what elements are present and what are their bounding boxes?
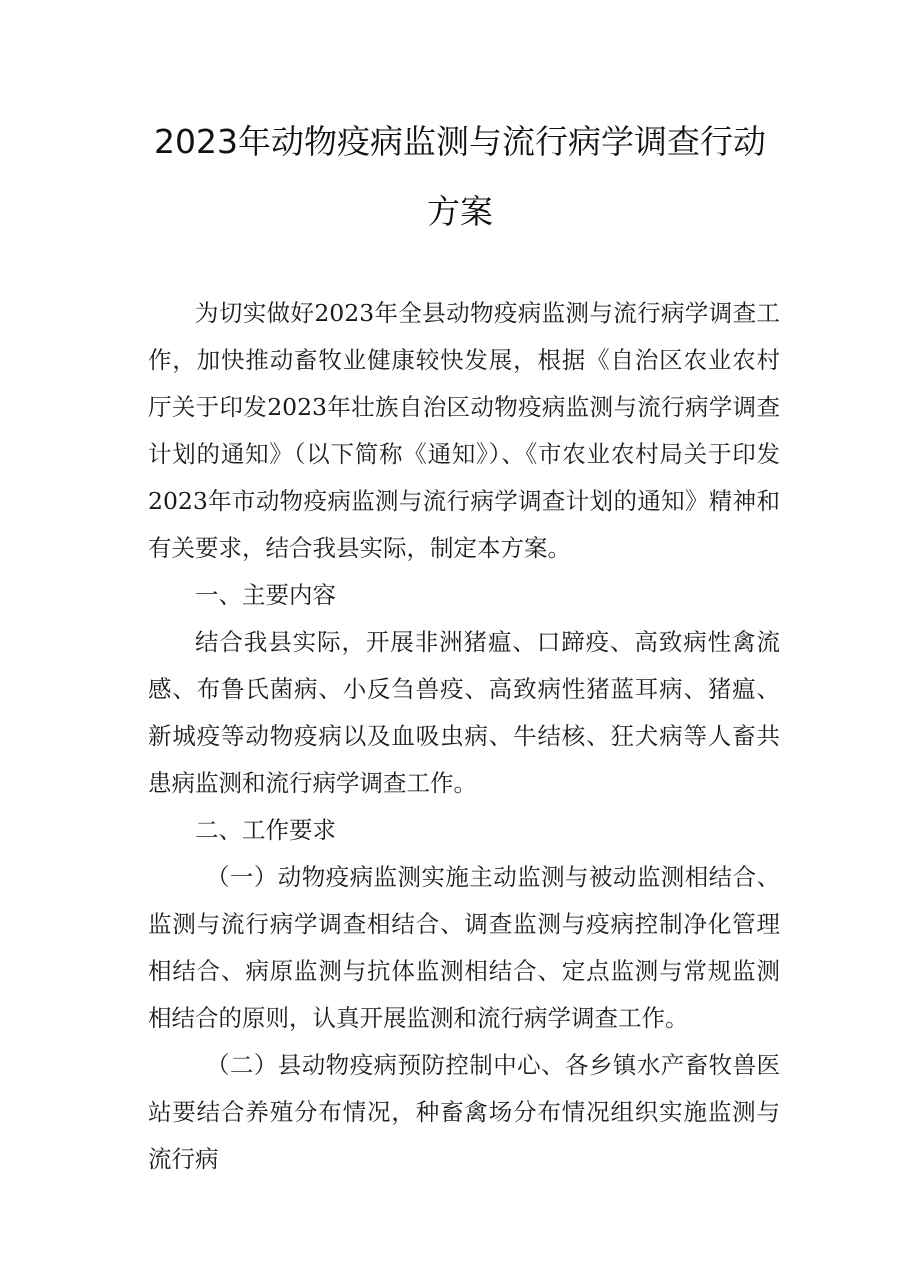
section2-item2-paragraph: （二）县动物疫病预防控制中心、各乡镇水产畜牧兽医站要结合养殖分布情况，种畜禽场分布情况组织实施监测与流行病 — [148, 1051, 780, 1173]
section2-item1-paragraph: （一）动物疫病监测实施主动监测与被动监测相结合、监测与流行病学调查相结合、调查监测与疫病控制净化管理相结合、病原监测与抗体监测相结合、定点监测与常规监测相结合的原则，认真开展监测和流行病学调查工作。 — [148, 863, 780, 1032]
section1-heading: 一、主要内容 — [195, 581, 336, 609]
section1-paragraph: 结合我县实际，开展非洲猪瘟、口蹄疫、高致病性禽流感、布鲁氏菌病、小反刍兽疫、高致病性猪蓝耳病、猪瘟、新城疫等动物疫病以及血吸虫病、牛结核、狂犬病等人畜共患病监测和流行病学调查工作。 — [148, 628, 780, 797]
document-body — [148, 290, 780, 1183]
section2-heading: 二、工作要求 — [195, 816, 336, 844]
document-title-line2: 方案 — [427, 192, 493, 231]
document-title-line1: 2023年动物疫病监测与流行病学调查行动 — [154, 122, 766, 161]
intro-paragraph: 为切实做好2023年全县动物疫病监测与流行病学调查工作，加快推动畜牧业健康较快发展，根据《自治区农业农村厅关于印发2023年壮族自治区动物疫病监测与流行病学调查计划的通知》（以下简称《通知》）、《市农业农村局关于印发2023年市动物疫病监测与流行病学调查计划的通知》精神和有关要求，结合我县实际，制定本方案。 — [148, 299, 780, 562]
